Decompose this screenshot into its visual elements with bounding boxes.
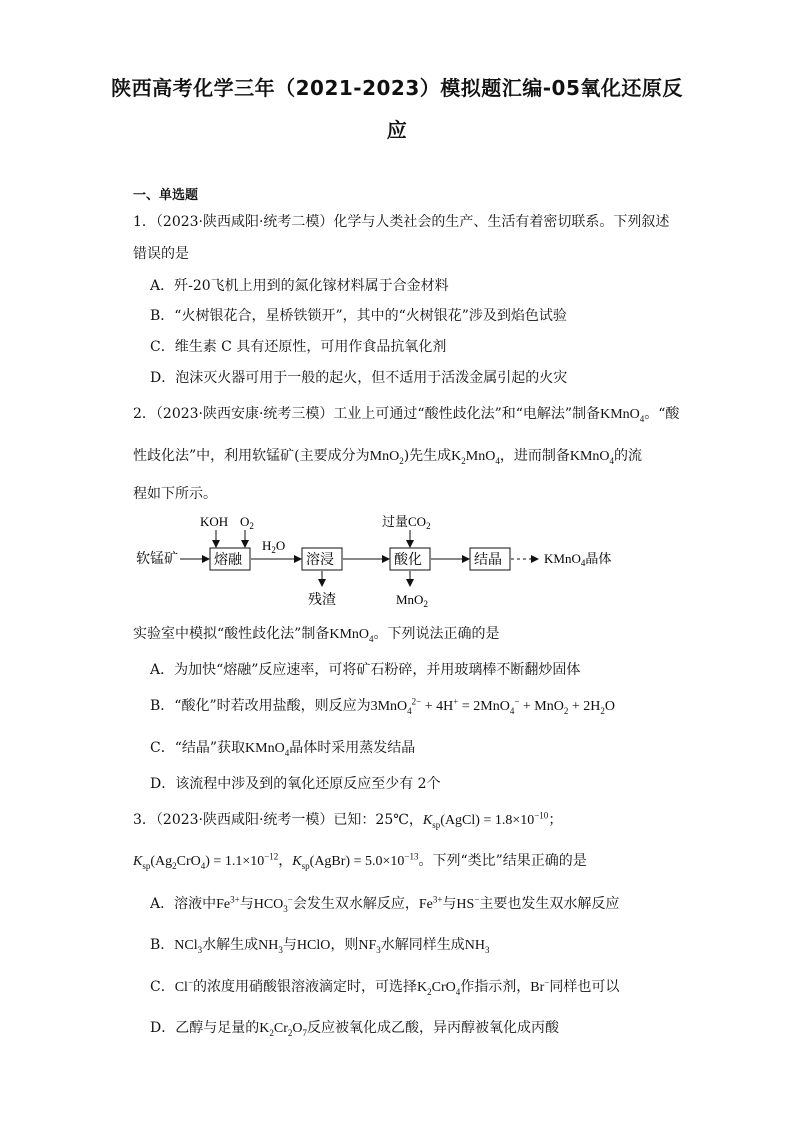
flow-box-acidify-label: 酸化: [394, 553, 422, 568]
q2-option-d: D．该流程中涉及到的氧化还原反应至少有 2个: [150, 776, 441, 792]
flow-koh-label: KOH: [200, 514, 229, 529]
equation: $3MnO_4^{2-} + 4H^+ = 2MnO_4^- + MnO_2 + 2H_2O$: [370, 696, 615, 716]
q3-option-d: D．乙醇与足量的$K_2Cr_2O_7$反应被氧化成乙酸，异丙醇被氧化成丙酸: [150, 1020, 559, 1038]
flow-co2-label: 过量$CO_2$: [382, 514, 431, 531]
q2-stem-line2: 性歧化法”中，利用软锰矿(主要成分为MnO$_2$)先生成$K_2MnO_4$，进而制备KMnO$_4$的流: [133, 448, 643, 466]
q1-option-c: C．维生素 C 具有还原性，可用作食品抗氧化剂: [150, 339, 447, 355]
q2-option-c: C．“结晶”获取KMnO$_4$晶体时采用蒸发结晶: [150, 740, 416, 758]
q3-stem-line2: $K_{sp}(Ag_2CrO_4) = 1.1\times 10^{-12}$，$K_{sp}(AgBr) = 5.0\times 10^{-13}$。下列“类比”结果正确的是: [133, 851, 587, 871]
flow-box-melt-label: 熔融: [214, 553, 242, 568]
q1-option-a: A．歼-20飞机上用到的氮化镓材料属于合金材料: [150, 278, 449, 294]
section-heading: 一、单选题: [133, 188, 199, 203]
q1-stem-line2: 错误的是: [133, 246, 189, 262]
q2-after-diagram: 实验室中模拟“酸性歧化法”制备KMnO$_4$。下列说法正确的是: [133, 626, 500, 644]
q2-option-a: A．为加快“熔融”反应速率，可将矿石粉碎，并用玻璃棒不断翻炒固体: [150, 662, 581, 678]
q3-option-b: B．NCl$_3$水解生成$NH_3$与HClO，则$NF_3$水解同样生成$NH_3$: [150, 937, 490, 955]
q3-stem-line1: 3．（2023·陕西咸阳·统考一模）已知：25℃，$K_{sp}(AgCl) = 1.8\times 10^{-10}$；: [133, 810, 563, 830]
q1-stem-line1: 1．（2023·陕西咸阳·统考二模）化学与人类社会的生产、生活有着密切联系。下列叙述: [133, 214, 670, 230]
flow-box-leach-label: 溶浸: [306, 553, 334, 568]
q2-stem-line1: 2．（2023·陕西安康·统考三模）工业上可通过“酸性歧化法”和“电解法”制备KMnO$_4$。“酸: [133, 406, 680, 424]
q2-stem-line3: 程如下所示。: [133, 486, 217, 502]
flow-start-label: 软锰矿: [136, 552, 178, 567]
process-flow-diagram: [130, 508, 650, 612]
formula-kmno4: KMnO$_4$: [600, 407, 645, 424]
flow-residue-label: 残渣: [308, 593, 336, 608]
q3-option-a: A．溶液中$Fe^{3+}$与$HCO_3^-$会发生双水解反应，$Fe^{3+}$与HS−主要也发生双水解反应: [150, 894, 620, 914]
q2-option-b: B．“酸化”时若改用盐酸，则反应为$3MnO_4^{2-} + 4H^+ = 2MnO_4^- + MnO_2 + 2H_2O$: [150, 696, 615, 716]
q1-option-b: B．“火树银花合，星桥铁锁开”，其中的“火树银花”涉及到焰色试验: [150, 308, 567, 324]
flow-h2o-label: $H_2O$: [262, 538, 286, 555]
q3-option-c: C．Cl−的浓度用硝酸银溶液滴定时，可选择$K_2CrO_4$作指示剂，Br−同样也可以: [150, 977, 620, 997]
flow-o2-label: $O_2$: [240, 514, 254, 531]
flow-box-crystallize-label: 结晶: [474, 553, 502, 568]
q1-option-d: D．泡沫灭火器可用于一般的起火，但不适用于活泼金属引起的火灾: [150, 370, 568, 386]
flow-mno2-label: MnO$_2$: [396, 592, 428, 609]
page-title-line2: 应: [386, 118, 408, 142]
flow-product-label: KMnO$_4$晶体: [544, 551, 612, 568]
page-title-line1: 陕西高考化学三年（2021-2023）模拟题汇编-05氧化还原反: [111, 76, 683, 100]
